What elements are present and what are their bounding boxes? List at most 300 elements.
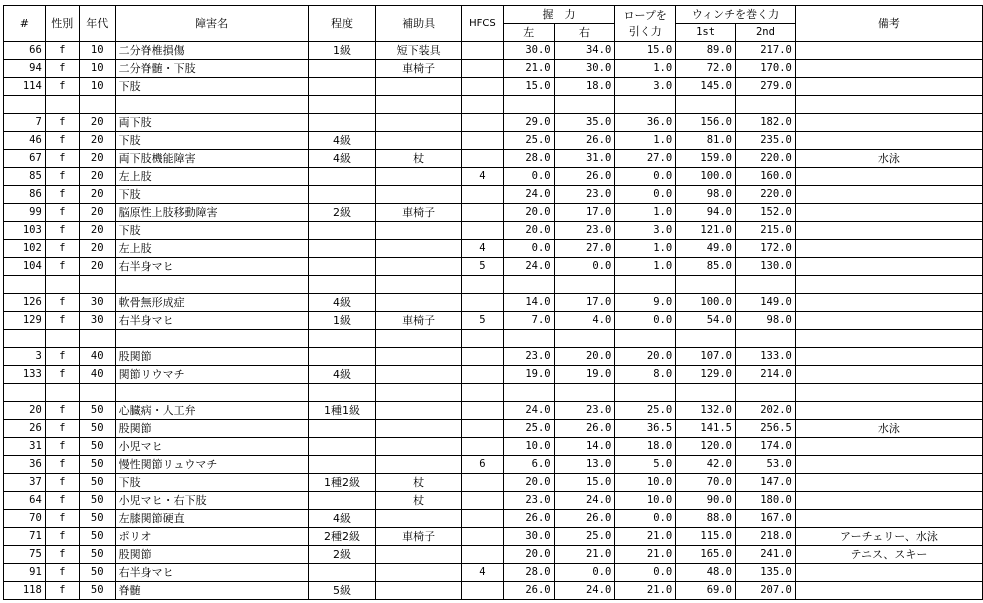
cell-disability: 左上肢 bbox=[115, 168, 308, 186]
cell-winch-1st: 54.0 bbox=[676, 312, 736, 330]
cell-winch-1st: 141.5 bbox=[676, 420, 736, 438]
cell-winch-2nd: 220.0 bbox=[736, 150, 796, 168]
cell-age-group: 40 bbox=[79, 348, 115, 366]
cell-grip-left: 20.0 bbox=[503, 222, 554, 240]
cell-rope-pull: 1.0 bbox=[615, 60, 676, 78]
cell-grade: 4級 bbox=[308, 510, 376, 528]
cell-age-group: 20 bbox=[79, 132, 115, 150]
cell-winch-2nd: 147.0 bbox=[736, 474, 796, 492]
cell-grip-right bbox=[554, 330, 615, 348]
cell-grip-right: 30.0 bbox=[554, 60, 615, 78]
cell-assistive-device: 杖 bbox=[376, 150, 462, 168]
table-row bbox=[4, 114, 983, 132]
cell-rope-pull: 10.0 bbox=[615, 492, 676, 510]
cell-number: 85 bbox=[4, 168, 46, 186]
cell-winch-1st: 49.0 bbox=[676, 240, 736, 258]
cell-assistive-device bbox=[376, 186, 462, 204]
cell-sex: f bbox=[45, 456, 79, 474]
cell-winch-2nd: 98.0 bbox=[736, 312, 796, 330]
cell-number: 67 bbox=[4, 150, 46, 168]
spacer-row bbox=[4, 276, 983, 294]
cell-winch-2nd: 235.0 bbox=[736, 132, 796, 150]
table-row bbox=[4, 546, 983, 564]
cell-winch-2nd: 180.0 bbox=[736, 492, 796, 510]
cell-grip-left: 20.0 bbox=[503, 204, 554, 222]
cell-sex: f bbox=[45, 546, 79, 564]
data-sheet bbox=[3, 5, 983, 600]
cell-grip-right: 17.0 bbox=[554, 204, 615, 222]
cell-rope-pull: 25.0 bbox=[615, 402, 676, 420]
cell-remarks bbox=[795, 42, 982, 60]
cell-sex: f bbox=[45, 510, 79, 528]
cell-remarks bbox=[795, 204, 982, 222]
cell-hfcs: 4 bbox=[461, 168, 503, 186]
cell-remarks bbox=[795, 582, 982, 600]
cell-rope-pull: 3.0 bbox=[615, 78, 676, 96]
cell-disability: 左膝関節硬直 bbox=[115, 510, 308, 528]
cell-grip-left: 10.0 bbox=[503, 438, 554, 456]
cell-assistive-device bbox=[376, 348, 462, 366]
cell-number bbox=[4, 276, 46, 294]
cell-grade bbox=[308, 114, 376, 132]
cell-grade bbox=[308, 186, 376, 204]
cell-winch-2nd: 53.0 bbox=[736, 456, 796, 474]
cell-disability bbox=[115, 96, 308, 114]
cell-rope-pull: 1.0 bbox=[615, 258, 676, 276]
cell-sex: f bbox=[45, 582, 79, 600]
table-row bbox=[4, 402, 983, 420]
cell-hfcs bbox=[461, 492, 503, 510]
cell-disability: 心臓病・人工弁 bbox=[115, 402, 308, 420]
cell-hfcs bbox=[461, 546, 503, 564]
cell-sex: f bbox=[45, 402, 79, 420]
table-row bbox=[4, 222, 983, 240]
cell-hfcs bbox=[461, 384, 503, 402]
cell-sex: f bbox=[45, 312, 79, 330]
cell-remarks: 水泳 bbox=[795, 420, 982, 438]
cell-number: 103 bbox=[4, 222, 46, 240]
cell-grip-right: 18.0 bbox=[554, 78, 615, 96]
cell-grade bbox=[308, 168, 376, 186]
cell-disability: 脊髄 bbox=[115, 582, 308, 600]
cell-winch-1st: 94.0 bbox=[676, 204, 736, 222]
cell-number: 37 bbox=[4, 474, 46, 492]
header-hfcs: HFCS bbox=[461, 6, 503, 42]
cell-remarks bbox=[795, 366, 982, 384]
cell-age-group: 20 bbox=[79, 258, 115, 276]
cell-grip-right: 20.0 bbox=[554, 348, 615, 366]
cell-grade bbox=[308, 492, 376, 510]
cell-assistive-device bbox=[376, 114, 462, 132]
cell-grade: 1級 bbox=[308, 42, 376, 60]
cell-grip-right: 4.0 bbox=[554, 312, 615, 330]
cell-grip-right: 26.0 bbox=[554, 510, 615, 528]
cell-hfcs bbox=[461, 78, 503, 96]
cell-rope-pull: 27.0 bbox=[615, 150, 676, 168]
cell-age-group: 50 bbox=[79, 402, 115, 420]
cell-number bbox=[4, 96, 46, 114]
cell-grip-left: 24.0 bbox=[503, 186, 554, 204]
cell-remarks bbox=[795, 114, 982, 132]
table-row bbox=[4, 582, 983, 600]
header-winch-1st: 1st bbox=[676, 24, 736, 42]
table-row bbox=[4, 240, 983, 258]
cell-age-group: 10 bbox=[79, 42, 115, 60]
cell-remarks bbox=[795, 222, 982, 240]
cell-assistive-device: 杖 bbox=[376, 492, 462, 510]
cell-number bbox=[4, 384, 46, 402]
cell-assistive-device bbox=[376, 168, 462, 186]
cell-grade bbox=[308, 78, 376, 96]
cell-remarks bbox=[795, 96, 982, 114]
cell-winch-1st: 107.0 bbox=[676, 348, 736, 366]
cell-hfcs: 5 bbox=[461, 258, 503, 276]
cell-remarks bbox=[795, 348, 982, 366]
cell-age-group: 50 bbox=[79, 438, 115, 456]
cell-grip-left: 0.0 bbox=[503, 240, 554, 258]
table-body bbox=[4, 42, 983, 600]
cell-assistive-device bbox=[376, 276, 462, 294]
cell-grip-right: 14.0 bbox=[554, 438, 615, 456]
cell-sex: f bbox=[45, 78, 79, 96]
cell-winch-1st: 70.0 bbox=[676, 474, 736, 492]
cell-rope-pull: 8.0 bbox=[615, 366, 676, 384]
cell-assistive-device: 短下装具 bbox=[376, 42, 462, 60]
measurement-table bbox=[3, 5, 983, 600]
cell-hfcs bbox=[461, 60, 503, 78]
cell-remarks bbox=[795, 186, 982, 204]
cell-grip-left: 23.0 bbox=[503, 492, 554, 510]
cell-winch-1st: 90.0 bbox=[676, 492, 736, 510]
cell-disability: 下肢 bbox=[115, 474, 308, 492]
cell-grip-left: 19.0 bbox=[503, 366, 554, 384]
header-disability: 障害名 bbox=[115, 6, 308, 42]
cell-age-group: 10 bbox=[79, 60, 115, 78]
cell-winch-2nd: 149.0 bbox=[736, 294, 796, 312]
cell-rope-pull: 21.0 bbox=[615, 528, 676, 546]
cell-disability bbox=[115, 276, 308, 294]
cell-number: 133 bbox=[4, 366, 46, 384]
cell-rope-pull: 18.0 bbox=[615, 438, 676, 456]
cell-grip-right: 27.0 bbox=[554, 240, 615, 258]
cell-age-group: 50 bbox=[79, 582, 115, 600]
cell-assistive-device bbox=[376, 366, 462, 384]
cell-age-group: 20 bbox=[79, 168, 115, 186]
cell-disability: 右半身マヒ bbox=[115, 312, 308, 330]
cell-grade: 2種2級 bbox=[308, 528, 376, 546]
cell-grip-left bbox=[503, 330, 554, 348]
cell-winch-1st: 145.0 bbox=[676, 78, 736, 96]
cell-remarks bbox=[795, 564, 982, 582]
cell-winch-2nd: 215.0 bbox=[736, 222, 796, 240]
cell-age-group: 50 bbox=[79, 492, 115, 510]
cell-assistive-device bbox=[376, 78, 462, 96]
cell-age-group: 20 bbox=[79, 240, 115, 258]
cell-grade: 4級 bbox=[308, 132, 376, 150]
cell-winch-2nd bbox=[736, 384, 796, 402]
cell-rope-pull: 5.0 bbox=[615, 456, 676, 474]
cell-number: 126 bbox=[4, 294, 46, 312]
cell-rope-pull: 1.0 bbox=[615, 204, 676, 222]
cell-age-group: 10 bbox=[79, 78, 115, 96]
cell-remarks bbox=[795, 492, 982, 510]
cell-grade bbox=[308, 276, 376, 294]
cell-winch-2nd: 220.0 bbox=[736, 186, 796, 204]
cell-disability: 下肢 bbox=[115, 78, 308, 96]
table-row bbox=[4, 474, 983, 492]
table-row bbox=[4, 294, 983, 312]
cell-grip-left: 29.0 bbox=[503, 114, 554, 132]
cell-rope-pull: 36.0 bbox=[615, 114, 676, 132]
cell-sex: f bbox=[45, 168, 79, 186]
cell-remarks bbox=[795, 456, 982, 474]
cell-hfcs: 6 bbox=[461, 456, 503, 474]
cell-rope-pull: 0.0 bbox=[615, 312, 676, 330]
cell-number: 129 bbox=[4, 312, 46, 330]
cell-rope-pull: 20.0 bbox=[615, 348, 676, 366]
cell-age-group: 50 bbox=[79, 456, 115, 474]
header-remarks: 備考 bbox=[795, 6, 982, 42]
cell-age-group: 20 bbox=[79, 204, 115, 222]
cell-grip-left: 14.0 bbox=[503, 294, 554, 312]
cell-number: 20 bbox=[4, 402, 46, 420]
cell-assistive-device bbox=[376, 510, 462, 528]
cell-grip-right: 24.0 bbox=[554, 582, 615, 600]
cell-number: 46 bbox=[4, 132, 46, 150]
cell-sex: f bbox=[45, 186, 79, 204]
cell-grip-right bbox=[554, 276, 615, 294]
cell-remarks bbox=[795, 258, 982, 276]
cell-winch-1st: 72.0 bbox=[676, 60, 736, 78]
table-row bbox=[4, 168, 983, 186]
cell-age-group bbox=[79, 276, 115, 294]
cell-assistive-device: 車椅子 bbox=[376, 528, 462, 546]
cell-disability: 軟骨無形成症 bbox=[115, 294, 308, 312]
cell-rope-pull bbox=[615, 96, 676, 114]
cell-winch-2nd: 256.5 bbox=[736, 420, 796, 438]
cell-age-group bbox=[79, 330, 115, 348]
header-grade: 程度 bbox=[308, 6, 376, 42]
cell-winch-2nd: 214.0 bbox=[736, 366, 796, 384]
cell-age-group: 20 bbox=[79, 222, 115, 240]
cell-sex: f bbox=[45, 438, 79, 456]
cell-winch-2nd: 133.0 bbox=[736, 348, 796, 366]
cell-sex: f bbox=[45, 132, 79, 150]
cell-assistive-device bbox=[376, 420, 462, 438]
cell-assistive-device bbox=[376, 438, 462, 456]
cell-assistive-device bbox=[376, 222, 462, 240]
cell-grip-right: 15.0 bbox=[554, 474, 615, 492]
cell-number: 86 bbox=[4, 186, 46, 204]
cell-age-group: 20 bbox=[79, 150, 115, 168]
table-row bbox=[4, 42, 983, 60]
cell-sex: f bbox=[45, 114, 79, 132]
cell-winch-1st: 100.0 bbox=[676, 294, 736, 312]
table-row bbox=[4, 492, 983, 510]
cell-winch-2nd: 160.0 bbox=[736, 168, 796, 186]
cell-hfcs bbox=[461, 420, 503, 438]
table-row bbox=[4, 132, 983, 150]
cell-age-group: 50 bbox=[79, 564, 115, 582]
table-row bbox=[4, 258, 983, 276]
table-row bbox=[4, 150, 983, 168]
cell-grip-right: 23.0 bbox=[554, 222, 615, 240]
cell-sex: f bbox=[45, 420, 79, 438]
cell-hfcs bbox=[461, 42, 503, 60]
cell-winch-2nd: 135.0 bbox=[736, 564, 796, 582]
cell-assistive-device: 車椅子 bbox=[376, 60, 462, 78]
cell-rope-pull: 15.0 bbox=[615, 42, 676, 60]
cell-age-group: 50 bbox=[79, 546, 115, 564]
cell-grip-left bbox=[503, 276, 554, 294]
cell-disability: 股関節 bbox=[115, 546, 308, 564]
cell-remarks bbox=[795, 132, 982, 150]
cell-winch-2nd: 279.0 bbox=[736, 78, 796, 96]
cell-grip-right: 23.0 bbox=[554, 402, 615, 420]
cell-age-group: 50 bbox=[79, 510, 115, 528]
cell-winch-2nd: 174.0 bbox=[736, 438, 796, 456]
cell-disability: 右半身マヒ bbox=[115, 258, 308, 276]
cell-disability: 左上肢 bbox=[115, 240, 308, 258]
cell-hfcs bbox=[461, 330, 503, 348]
cell-sex: f bbox=[45, 42, 79, 60]
cell-sex: f bbox=[45, 474, 79, 492]
cell-winch-1st: 98.0 bbox=[676, 186, 736, 204]
cell-number: 36 bbox=[4, 456, 46, 474]
cell-grip-right bbox=[554, 96, 615, 114]
table-row bbox=[4, 366, 983, 384]
cell-grip-right: 24.0 bbox=[554, 492, 615, 510]
table-row bbox=[4, 528, 983, 546]
cell-number: 3 bbox=[4, 348, 46, 366]
cell-remarks bbox=[795, 438, 982, 456]
cell-number: 102 bbox=[4, 240, 46, 258]
cell-winch-1st: 81.0 bbox=[676, 132, 736, 150]
cell-winch-1st bbox=[676, 276, 736, 294]
cell-hfcs: 4 bbox=[461, 564, 503, 582]
cell-remarks bbox=[795, 384, 982, 402]
cell-winch-2nd: 218.0 bbox=[736, 528, 796, 546]
cell-assistive-device bbox=[376, 294, 462, 312]
cell-sex: f bbox=[45, 60, 79, 78]
cell-age-group bbox=[79, 384, 115, 402]
cell-grade bbox=[308, 456, 376, 474]
cell-grip-left: 30.0 bbox=[503, 528, 554, 546]
cell-rope-pull: 21.0 bbox=[615, 582, 676, 600]
cell-winch-1st bbox=[676, 384, 736, 402]
cell-remarks bbox=[795, 294, 982, 312]
cell-number: 99 bbox=[4, 204, 46, 222]
cell-winch-1st: 121.0 bbox=[676, 222, 736, 240]
cell-winch-1st: 100.0 bbox=[676, 168, 736, 186]
cell-disability: 二分脊髄・下肢 bbox=[115, 60, 308, 78]
cell-hfcs bbox=[461, 204, 503, 222]
cell-grip-right: 25.0 bbox=[554, 528, 615, 546]
cell-grip-right bbox=[554, 384, 615, 402]
cell-grade: 1種1級 bbox=[308, 402, 376, 420]
cell-sex: f bbox=[45, 294, 79, 312]
cell-assistive-device bbox=[376, 258, 462, 276]
cell-disability: 股関節 bbox=[115, 420, 308, 438]
cell-disability: 二分脊椎損傷 bbox=[115, 42, 308, 60]
cell-remarks bbox=[795, 402, 982, 420]
cell-hfcs bbox=[461, 150, 503, 168]
cell-rope-pull: 21.0 bbox=[615, 546, 676, 564]
header-grip-right: 右 bbox=[554, 24, 615, 42]
cell-winch-1st: 42.0 bbox=[676, 456, 736, 474]
cell-hfcs bbox=[461, 276, 503, 294]
cell-grip-left: 0.0 bbox=[503, 168, 554, 186]
cell-grip-left: 15.0 bbox=[503, 78, 554, 96]
cell-winch-1st: 159.0 bbox=[676, 150, 736, 168]
cell-rope-pull bbox=[615, 276, 676, 294]
cell-grip-right: 21.0 bbox=[554, 546, 615, 564]
cell-sex bbox=[45, 96, 79, 114]
cell-grip-right: 19.0 bbox=[554, 366, 615, 384]
cell-winch-2nd: 170.0 bbox=[736, 60, 796, 78]
cell-hfcs bbox=[461, 474, 503, 492]
cell-sex bbox=[45, 276, 79, 294]
cell-age-group: 20 bbox=[79, 114, 115, 132]
cell-grip-left: 26.0 bbox=[503, 510, 554, 528]
cell-winch-2nd: 241.0 bbox=[736, 546, 796, 564]
table-row bbox=[4, 78, 983, 96]
table-row bbox=[4, 60, 983, 78]
cell-grip-left: 28.0 bbox=[503, 150, 554, 168]
cell-winch-1st: 115.0 bbox=[676, 528, 736, 546]
cell-remarks: 水泳 bbox=[795, 150, 982, 168]
cell-rope-pull: 3.0 bbox=[615, 222, 676, 240]
cell-grade bbox=[308, 438, 376, 456]
cell-grip-right: 26.0 bbox=[554, 420, 615, 438]
cell-grip-right: 34.0 bbox=[554, 42, 615, 60]
cell-sex bbox=[45, 384, 79, 402]
header-assistive-device: 補助具 bbox=[376, 6, 462, 42]
cell-grip-left: 20.0 bbox=[503, 474, 554, 492]
cell-remarks bbox=[795, 60, 982, 78]
cell-grade: 4級 bbox=[308, 294, 376, 312]
spacer-row bbox=[4, 384, 983, 402]
cell-grip-left: 20.0 bbox=[503, 546, 554, 564]
cell-rope-pull: 10.0 bbox=[615, 474, 676, 492]
cell-sex: f bbox=[45, 348, 79, 366]
cell-assistive-device bbox=[376, 582, 462, 600]
cell-winch-1st: 156.0 bbox=[676, 114, 736, 132]
cell-assistive-device bbox=[376, 564, 462, 582]
cell-rope-pull: 0.0 bbox=[615, 186, 676, 204]
cell-winch-1st: 69.0 bbox=[676, 582, 736, 600]
cell-winch-1st bbox=[676, 96, 736, 114]
cell-grip-right: 26.0 bbox=[554, 132, 615, 150]
cell-sex: f bbox=[45, 528, 79, 546]
table-row bbox=[4, 438, 983, 456]
header-winch-2nd: 2nd bbox=[736, 24, 796, 42]
table-header bbox=[4, 6, 983, 42]
cell-rope-pull bbox=[615, 384, 676, 402]
cell-assistive-device bbox=[376, 456, 462, 474]
cell-grip-right: 23.0 bbox=[554, 186, 615, 204]
cell-grade: 2級 bbox=[308, 204, 376, 222]
cell-grip-left: 28.0 bbox=[503, 564, 554, 582]
cell-sex: f bbox=[45, 492, 79, 510]
cell-disability: 関節リウマチ bbox=[115, 366, 308, 384]
cell-winch-1st bbox=[676, 330, 736, 348]
cell-disability: 下肢 bbox=[115, 132, 308, 150]
cell-grade bbox=[308, 60, 376, 78]
cell-grade bbox=[308, 348, 376, 366]
cell-hfcs: 5 bbox=[461, 312, 503, 330]
table-row bbox=[4, 186, 983, 204]
